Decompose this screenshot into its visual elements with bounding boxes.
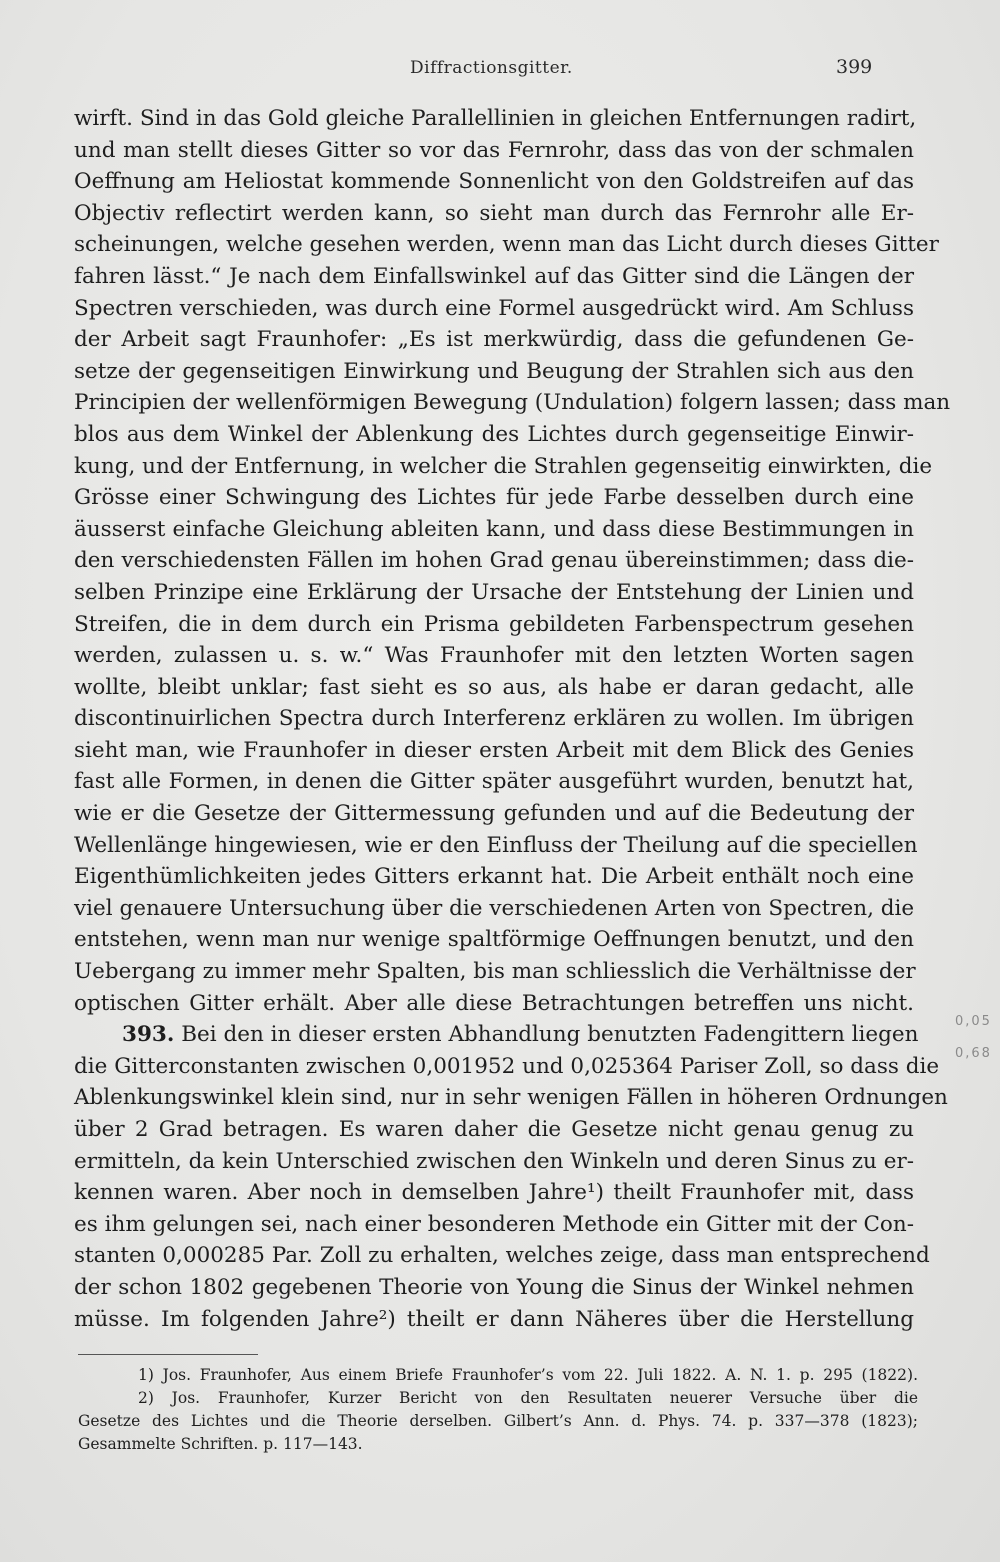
body-line: müsse. Im folgenden Jahre²) theilt er dann Näheres über die Herstellung: [74, 1306, 914, 1332]
body-line: Objectiv reflectirt werden kann, so sieht man durch das Fernrohr alle Er-: [74, 200, 914, 226]
body-line: Uebergang zu immer mehr Spalten, bis man schliesslich die Verhältnisse der: [74, 959, 916, 985]
section-number: 393.: [122, 1022, 175, 1048]
body-line: optischen Gitter erhält. Aber alle diese Betrachtungen betreffen uns nicht.: [74, 990, 914, 1016]
footnote-1: 1) Jos. Fraunhofer, Aus einem Briefe Fraunhofer’s vom 22. Juli 1822. A. N. 1. p. 295 (1822).: [138, 1366, 918, 1384]
body-line: kung, und der Entfernung, in welcher die Strahlen gegenseitig einwirkten, die: [74, 453, 933, 479]
body-line: über 2 Grad betragen. Es waren daher die Gesetze nicht genau genug zu: [74, 1117, 914, 1142]
body-line: Ablenkungswinkel klein sind, nur in sehr wenigen Fällen in höheren Ordnungen: [74, 1085, 948, 1111]
body-line: Streifen, die in dem durch ein Prisma gebildeten Farbenspectrum gesehen: [74, 611, 914, 637]
body-line: viel genauere Untersuchung über die verschiedenen Arten von Spectren, die: [74, 895, 915, 921]
body-line: stanten 0,000285 Par. Zoll zu erhalten, welches zeige, dass man entsprechend: [74, 1243, 930, 1269]
body-line: selben Prinzipe eine Erklärung der Ursache der Entstehung der Linien und: [74, 579, 914, 605]
section-first-line: [74, 1019, 919, 1051]
body-line: discontinuirlichen Spectra durch Interferenz erklären zu wollen. Im übrigen: [74, 706, 914, 732]
body-line: Principien der wellenförmigen Bewegung (Undulation) folgern lassen; dass man: [74, 390, 951, 416]
footnote-2-line: 2) Jos. Fraunhofer, Kurzer Bericht von den Resultaten neuerer Versuche über die: [138, 1389, 918, 1407]
body-line: Oeffnung am Heliostat kommende Sonnenlicht von den Goldstreifen auf das: [74, 169, 914, 195]
body-line: scheinungen, welche gesehen werden, wenn man das Licht durch dieses Gitter: [74, 232, 939, 258]
body-line: und man stellt dieses Gitter so vor das Fernrohr, dass das von der schmalen: [74, 137, 914, 163]
body-line: Wellenlänge hingewiesen, wie er den Einfluss der Theilung auf die speciellen: [74, 832, 918, 858]
body-line: den verschiedensten Fällen im hohen Grad genau übereinstimmen; dass die-: [74, 548, 914, 574]
body-line: blos aus dem Winkel der Ablenkung des Lichtes durch gegenseitige Einwir-: [74, 421, 914, 447]
body-line: wie er die Gesetze der Gittermessung gefunden und auf die Bedeutung der: [74, 801, 914, 827]
body-line: äusserst einfache Gleichung ableiten kann, und dass diese Bestimmungen in: [74, 516, 914, 542]
margin-note: 0,05: [955, 1014, 992, 1029]
body-line: sieht man, wie Fraunhofer in dieser ersten Arbeit mit dem Blick des Genies: [74, 737, 914, 763]
margin-note: 0,68: [955, 1046, 992, 1061]
body-line: setze der gegenseitigen Einwirkung und Beugung der Strahlen sich aus den: [74, 358, 914, 384]
body-line: der Arbeit sagt Fraunhofer: „Es ist merkwürdig, dass die gefundenen Ge-: [74, 327, 914, 353]
page-number: 399: [836, 56, 873, 78]
footnote-divider: [78, 1354, 258, 1355]
body-line: wirft. Sind in das Gold gleiche Parallellinien in gleichen Entfernungen radirt,: [74, 106, 917, 131]
body-line: kennen waren. Aber noch in demselben Jahre¹) theilt Fraunhofer mit, dass: [74, 1180, 914, 1206]
footnote-2-line: Gesammelte Schriften. p. 117—143.: [78, 1435, 363, 1453]
body-line: Spectren verschieden, was durch eine Formel ausgedrückt wird. Am Schluss: [74, 295, 914, 321]
body-line: werden, zulassen u. s. w.“ Was Fraunhofer mit den letzten Worten sagen: [74, 643, 914, 669]
body-line: Eigenthümlichkeiten jedes Gitters erkannt hat. Die Arbeit enthält noch eine: [74, 864, 914, 890]
running-title: Diffractionsgitter.: [410, 58, 573, 78]
section-first-line-text: Bei den in dieser ersten Abhandlung benutzten Fadengittern liegen: [181, 1022, 919, 1048]
body-line: wollte, bleibt unklar; fast sieht es so aus, als habe er daran gedacht, alle: [74, 674, 914, 700]
footnotes: [78, 1364, 918, 1456]
body-line: die Gitterconstanten zwischen 0,001952 und 0,025364 Pariser Zoll, so dass die: [74, 1053, 940, 1079]
body-line: fahren lässt.“ Je nach dem Einfallswinkel auf das Gitter sind die Längen der: [74, 263, 914, 289]
body-line: ermitteln, da kein Unterschied zwischen den Winkeln und deren Sinus zu er-: [74, 1148, 914, 1174]
body-line: es ihm gelungen sei, nach einer besonderen Methode ein Gitter mit der Con-: [74, 1211, 914, 1237]
footnote-2-line: Gesetze des Lichtes und die Theorie derselben. Gilbert’s Ann. d. Phys. 74. p. 337—378 (1823);: [78, 1412, 918, 1430]
body-line: fast alle Formen, in denen die Gitter später ausgeführt wurden, benutzt hat,: [74, 769, 914, 795]
body-line: entstehen, wenn man nur wenige spaltförmige Oeffnungen benutzt, und den: [74, 927, 914, 953]
body-line: Grösse einer Schwingung des Lichtes für jede Farbe desselben durch eine: [74, 485, 914, 511]
body-line: der schon 1802 gegebenen Theorie von Young die Sinus der Winkel nehmen: [74, 1274, 914, 1300]
body-text: [74, 103, 951, 1335]
